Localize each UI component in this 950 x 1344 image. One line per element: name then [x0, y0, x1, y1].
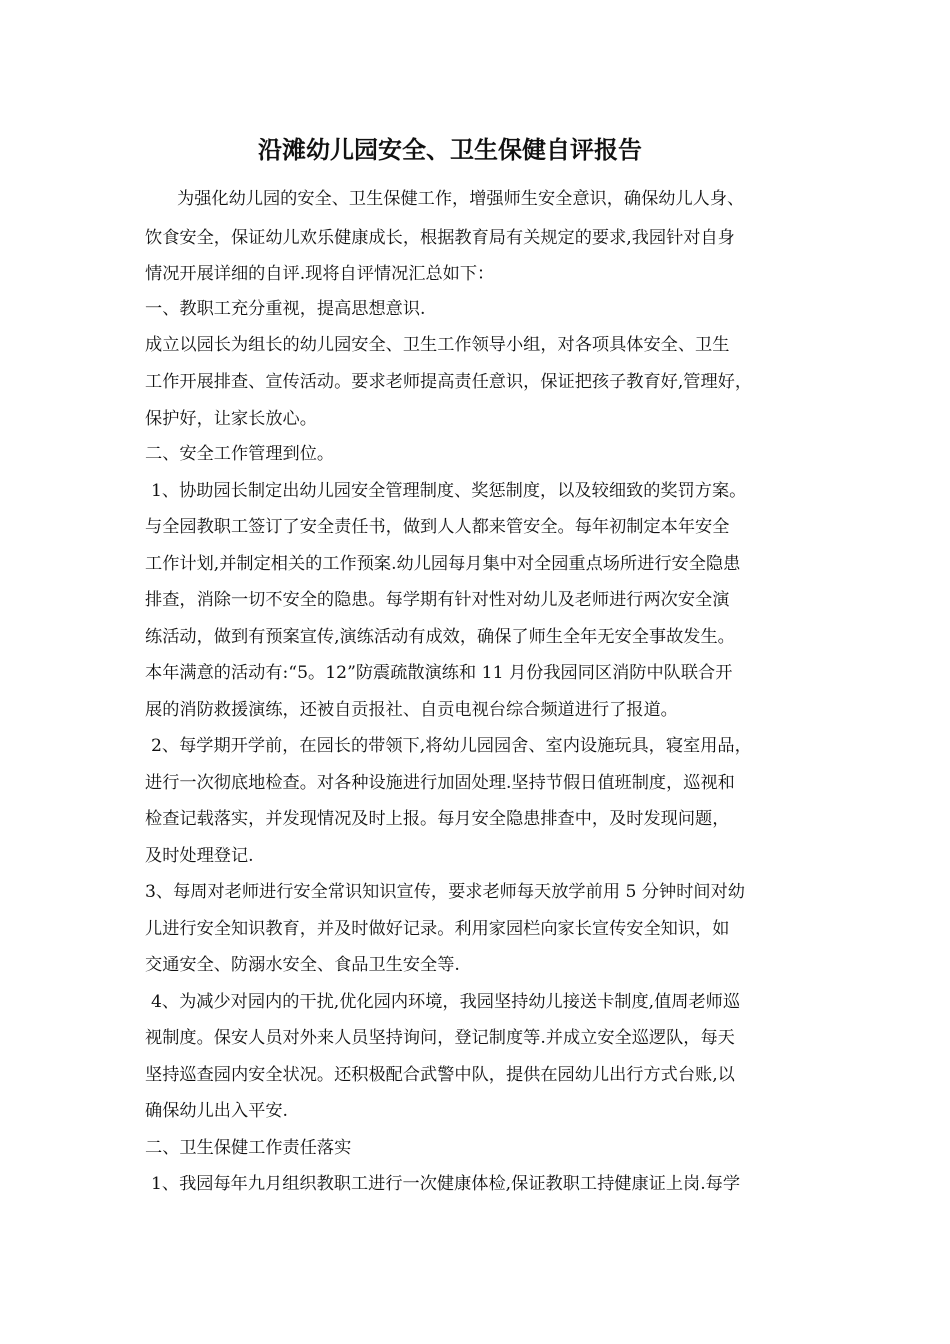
paragraph-line: 本年满意的活动有:“5。12”防震疏散演练和 11 月份我园同区消防中队联合开	[145, 663, 733, 683]
paragraph-line: 工作开展排查、宣传活动。要求老师提高责任意识，保证把孩子教育好,管理好，	[145, 372, 753, 392]
section-heading: 二、卫生保健工作责任落实	[145, 1138, 352, 1158]
list-item-line: 1、协助园长制定出幼儿园安全管理制度、奖惩制度，以及较细致的奖罚方案。	[151, 481, 747, 501]
paragraph-line: 坚持巡查园内安全状况。还积极配合武警中队，提供在园幼儿出行方式台账,以	[145, 1065, 735, 1085]
paragraph-line: 情况开展详细的自评.现将自评情况汇总如下：	[145, 264, 495, 284]
paragraph-line: 确保幼儿出入平安.	[145, 1101, 288, 1121]
paragraph-line: 交通安全、防溺水安全、食品卫生安全等.	[145, 955, 460, 975]
list-item-line: 3、每周对老师进行安全常识知识宣传，要求老师每天放学前用 5 分钟时间对幼	[145, 882, 745, 902]
paragraph-line: 展的消防救援演练，还被自贡报社、自贡电视台综合频道进行了报道。	[145, 700, 678, 720]
paragraph-line: 视制度。保安人员对外来人员坚持询问，登记制度等.并成立安全巡逻队，每天	[145, 1028, 735, 1048]
paragraph-line: 与全园教职工签订了安全责任书，做到人人都来管安全。每年初制定本年安全	[145, 517, 730, 537]
paragraph-line: 工作计划,并制定相关的工作预案.幼儿园每月集中对全园重点场所进行安全隐患	[145, 554, 741, 574]
list-item-line: 4、为减少对园内的干扰,优化园内环境，我园坚持幼儿接送卡制度,值周老师巡	[151, 992, 741, 1012]
list-item-line: 2、每学期开学前，在园长的带领下,将幼儿园园舍、室内设施玩具，寝室用品，	[151, 736, 752, 756]
document-title: 沿滩幼儿园安全、卫生保健自评报告	[258, 135, 642, 164]
paragraph-line: 儿进行安全知识教育，并及时做好记录。利用家园栏向家长宣传安全知识，如	[145, 919, 730, 939]
list-item-line: 1、我园每年九月组织教职工进行一次健康体检,保证教职工持健康证上岗.每学	[151, 1174, 741, 1194]
paragraph-line: 检查记载落实，并发现情况及时上报。每月安全隐患排查中，及时发现问题，	[145, 809, 730, 829]
paragraph-line: 练活动，做到有预案宣传,演练活动有成效，确保了师生全年无安全事故发生。	[145, 627, 735, 647]
paragraph-line: 成立以园长为组长的幼儿园安全、卫生工作领导小组，对各项具体安全、卫生	[145, 335, 730, 355]
paragraph-line: 排查，消除一切不安全的隐患。每学期有针对性对幼儿及老师进行两次安全演	[145, 590, 730, 610]
section-heading: 一、教职工充分重视，提高思想意识.	[145, 299, 426, 319]
section-heading: 二、安全工作管理到位。	[145, 444, 335, 464]
paragraph-line: 为强化幼儿园的安全、卫生保健工作，增强师生安全意识，确保幼儿人身、	[177, 189, 745, 209]
paragraph-line: 饮食安全，保证幼儿欢乐健康成长，根据教育局有关规定的要求,我园针对自身	[145, 228, 735, 248]
paragraph-line: 及时处理登记.	[145, 846, 254, 866]
paragraph-line: 进行一次彻底地检查。对各种设施进行加固处理.坚持节假日值班制度，巡视和	[145, 773, 735, 793]
paragraph-line: 保护好，让家长放心。	[145, 409, 317, 429]
